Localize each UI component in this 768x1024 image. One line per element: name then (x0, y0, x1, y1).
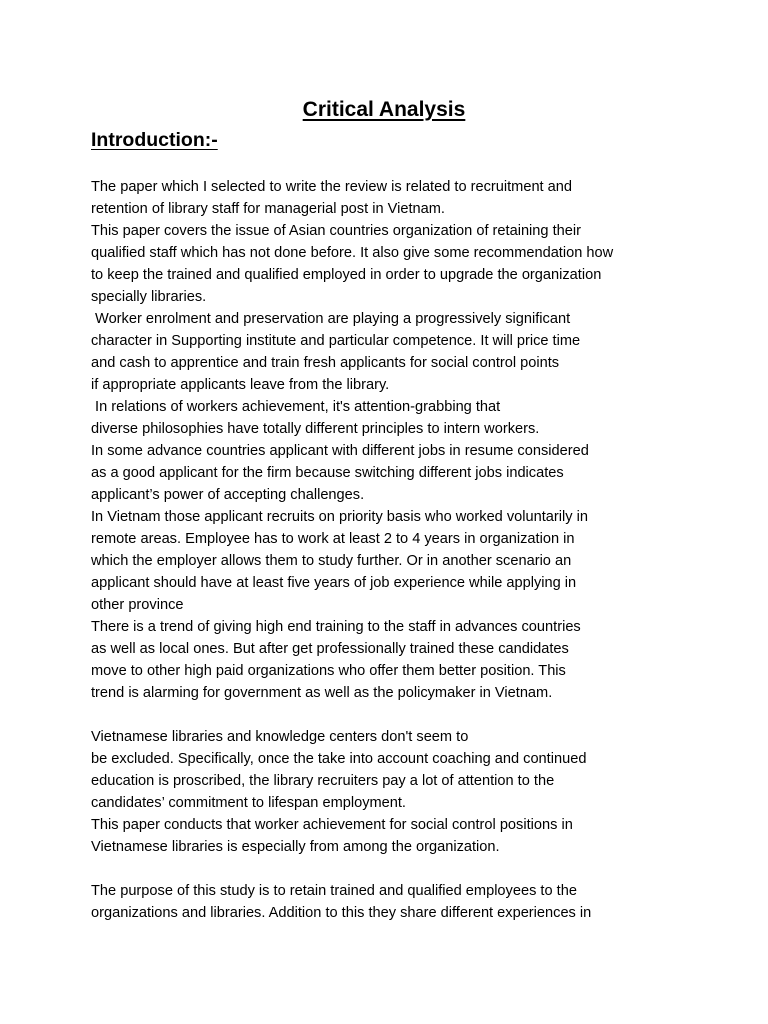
paragraph-line: qualified staff which has not done before. It also give some recommendation how (91, 245, 614, 261)
paragraph-line: remote areas. Employee has to work at least 2 to 4 years in organization in (91, 531, 575, 547)
paragraph-line: Worker enrolment and preservation are playing a progressively significant (91, 311, 571, 327)
paragraph-line: In relations of workers achievement, it's attention-grabbing that (91, 399, 501, 415)
paragraph-break (91, 858, 691, 880)
paragraph-line: The purpose of this study is to retain trained and qualified employees to the (91, 883, 577, 899)
paragraph-line: Vietnamese libraries is especially from among the organization. (91, 839, 500, 855)
paragraph-line: candidates’ commitment to lifespan employment. (91, 795, 406, 811)
document-title-text: Critical Analysis (302, 98, 466, 121)
paragraph-line: as a good applicant for the firm because switching different jobs indicates (91, 465, 564, 481)
section-heading-introduction: Introduction:- (91, 129, 218, 151)
paragraph-line: character in Supporting institute and particular competence. It will price time (91, 333, 581, 349)
document-body (91, 176, 691, 924)
paragraph-line: specially libraries. (91, 289, 207, 305)
paragraph-line: Vietnamese libraries and knowledge centers don't seem to (91, 729, 469, 745)
paragraph-line: which the employer allows them to study further. Or in another scenario an (91, 553, 572, 569)
paragraph-line: move to other high paid organizations who offer them better position. This (91, 663, 566, 679)
paragraph-line: In Vietnam those applicant recruits on priority basis who worked voluntarily in (91, 509, 588, 525)
paragraph-line: be excluded. Specifically, once the take into account coaching and continued (91, 751, 587, 767)
paragraph-line: if appropriate applicants leave from the library. (91, 377, 390, 393)
paragraph-line: other province (91, 597, 184, 613)
paragraph-line: and cash to apprentice and train fresh applicants for social control points (91, 355, 560, 371)
paragraph-line: This paper conducts that worker achievement for social control positions in (91, 817, 573, 833)
paragraph-line: as well as local ones. But after get professionally trained these candidates (91, 641, 569, 657)
paragraph-line: education is proscribed, the library recruiters pay a lot of attention to the (91, 773, 555, 789)
paragraph-line: trend is alarming for government as well as the policymaker in Vietnam. (91, 685, 553, 701)
paragraph-line: The paper which I selected to write the review is related to recruitment and (91, 179, 573, 195)
paragraph-line: diverse philosophies have totally different principles to intern workers. (91, 421, 540, 437)
paragraph-line: applicant should have at least five years of job experience while applying in (91, 575, 577, 591)
document-title (0, 96, 768, 124)
paragraph-line: There is a trend of giving high end training to the staff in advances countries (91, 619, 581, 635)
paragraph-line: In some advance countries applicant with different jobs in resume considered (91, 443, 589, 459)
paragraph-line: This paper covers the issue of Asian countries organization of retaining their (91, 223, 581, 239)
paragraph-line: retention of library staff for managerial post in Vietnam. (91, 201, 445, 217)
paragraph-break (91, 704, 691, 726)
paragraph-line: organizations and libraries. Addition to this they share different experiences in (91, 905, 592, 921)
paragraph-line: applicant’s power of accepting challenges. (91, 487, 365, 503)
paragraph-line: to keep the trained and qualified employed in order to upgrade the organization (91, 267, 602, 283)
